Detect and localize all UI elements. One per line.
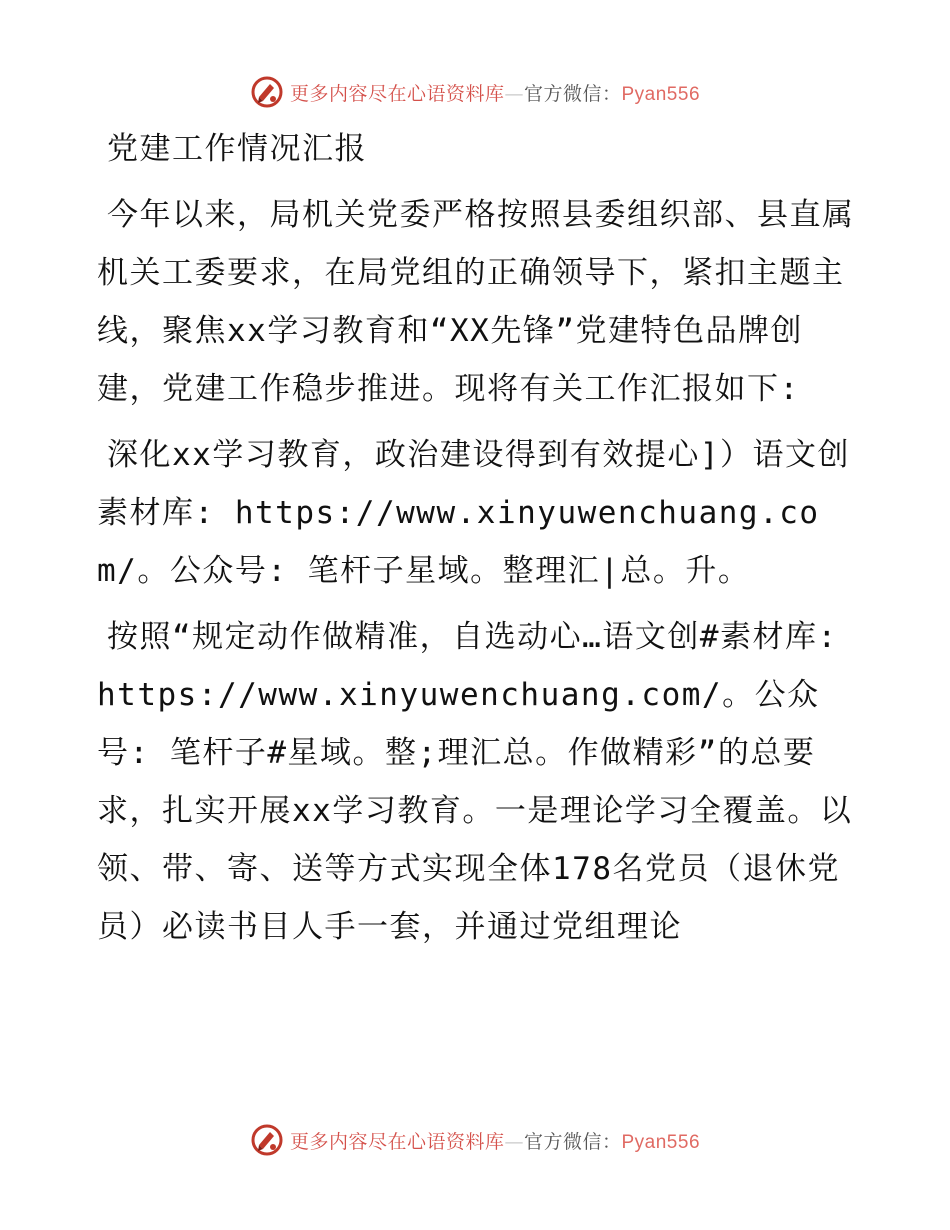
header-banner bbox=[0, 72, 950, 112]
footer-banner bbox=[0, 1120, 950, 1160]
banner-text bbox=[290, 79, 700, 106]
paragraph-2: 深化xx学习教育，政治建设得到有效提心]）语文创素材库: https://www.xinyuwenchuang.com/。公众号: 笔杆子星域。整理汇|总。升。 bbox=[97, 437, 850, 589]
banner-wechat-id: Pyan556 bbox=[621, 83, 701, 105]
banner-separator: — bbox=[504, 82, 524, 105]
banner-text bbox=[290, 1127, 700, 1154]
banner-site-text: 更多内容尽在心语资料库 bbox=[289, 82, 505, 105]
paragraph-1: 今年以来，局机关党委严格按照县委组织部、县直属机关工委要求，在局党组的正确领导下，紧扣主题主线，聚焦xx学习教育和“XX先锋”党建特色品牌创建，党建工作稳步推进。现将有关工作汇报如下: bbox=[97, 197, 855, 407]
banner-wechat-id: Pyan556 bbox=[621, 1131, 701, 1153]
document-body bbox=[97, 120, 857, 956]
banner-site-text: 更多内容尽在心语资料库 bbox=[289, 1130, 505, 1153]
library-logo-icon bbox=[250, 75, 284, 109]
library-logo-icon bbox=[250, 1123, 284, 1157]
banner-contact-label: 官方微信： bbox=[523, 1130, 622, 1153]
banner-contact-label: 官方微信： bbox=[523, 82, 622, 105]
document-title: 党建工作情况汇报 bbox=[107, 131, 367, 167]
paragraph-3: 按照“规定动作做精准，自选动心…语文创#素材库: https://www.xinyuwenchuang.com/。公众号: 笔杆子#星域。整;理汇总。作做精彩”的总要求，扎实开展xx学习教育。一是理论学习全覆盖。以领、带、寄、送等方式实现全体178名党员（退休党员）必读书目人手一套，并通过党组理论 bbox=[97, 619, 853, 945]
banner-separator: — bbox=[504, 1130, 524, 1153]
